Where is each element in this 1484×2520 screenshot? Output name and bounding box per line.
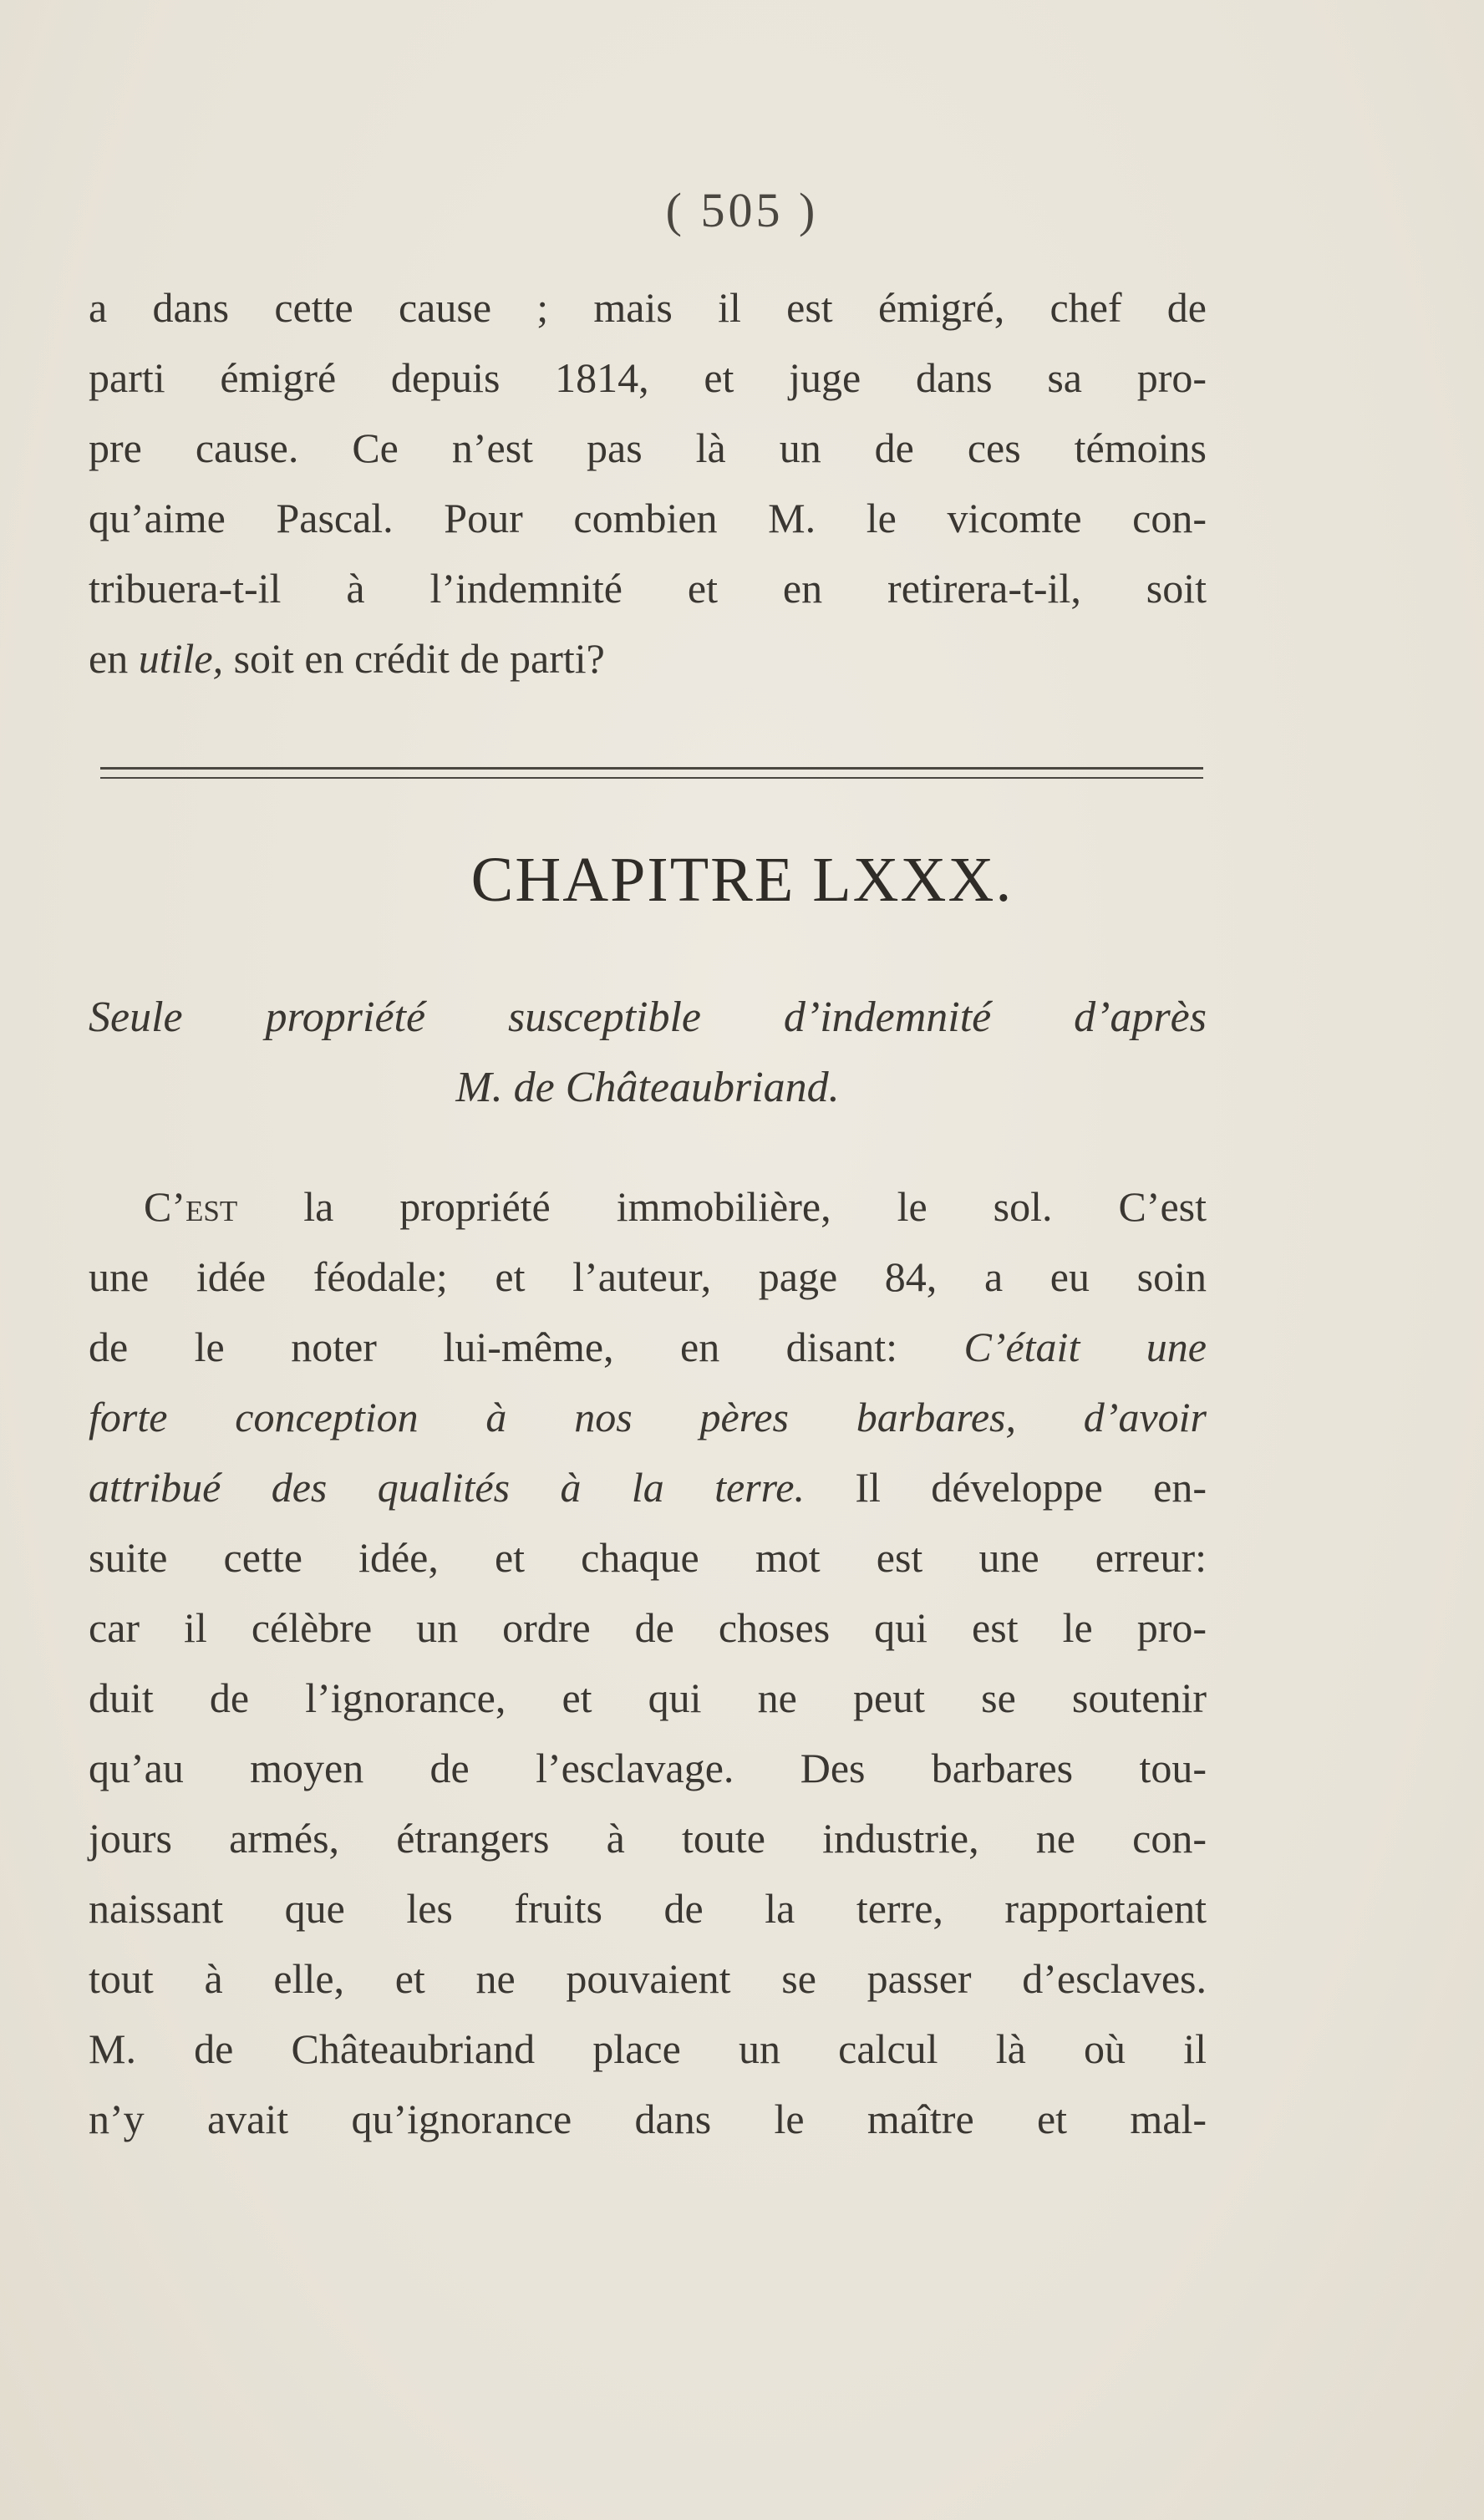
subtitle-line: Seule propriété susceptible d’indemnité d’après <box>89 993 1207 1041</box>
text-line: car il célèbre un ordre de choses qui est le pro- <box>89 1604 1207 1651</box>
text-line: pre cause. Ce n’est pas là un de ces témoins <box>89 424 1207 471</box>
text-line: jours armés, étrangers à toute industrie, ne con- <box>89 1815 1207 1862</box>
text-line: M. de Châteaubriand place un calcul là où il <box>89 2025 1207 2072</box>
text-line <box>89 1452 1207 1522</box>
text-line: qu’aime Pascal. Pour combien M. le vicomte con- <box>89 495 1207 541</box>
paragraph-2 <box>89 1171 1207 2154</box>
chapter-title: CHAPITRE LXXX. <box>470 845 1014 915</box>
paragraph-1 <box>89 272 1207 694</box>
small-caps-fragment: C’est <box>144 1183 238 1230</box>
separator-rule <box>100 777 1203 779</box>
text-line: naissant que les fruits de la terre, rapportaient <box>89 1885 1207 1932</box>
separator-rule <box>100 767 1203 770</box>
text-fragment: de le noter lui-même, en disant: <box>89 1324 964 1370</box>
italic-fragment: C’était une <box>963 1324 1207 1370</box>
text-line <box>89 1171 1207 1242</box>
text-fragment: en <box>89 635 139 682</box>
chapter-subtitle <box>89 983 1207 1053</box>
italic-fragment: attribué des qualités à la terre. <box>89 1464 805 1511</box>
text-line: parti émigré depuis 1814, et juge dans sa pro- <box>89 354 1207 401</box>
text-fragment: soit en crédit de parti? <box>223 635 605 682</box>
text-fragment: Il développe en- <box>804 1464 1207 1511</box>
text-line <box>89 1312 1207 1382</box>
text-fragment: la propriété immobilière, le sol. C’est <box>237 1183 1207 1230</box>
text-line: suite cette idée, et chaque mot est une erreur: <box>89 1534 1207 1581</box>
text-line: qu’au moyen de l’esclavage. Des barbares tou- <box>89 1745 1207 1791</box>
page-number: ( 505 ) <box>665 183 819 237</box>
text-line: tout à elle, et ne pouvaient se passer d’esclaves. <box>89 1955 1207 2002</box>
text-line: duit de l’ignorance, et qui ne peut se soutenir <box>89 1674 1207 1721</box>
text-line: a dans cette cause ; mais il est émigré, chef de <box>89 284 1207 331</box>
text-line: tribuera-t-il à l’indemnité et en retirera-t-il, soit <box>89 565 1207 612</box>
italic-fragment: utile, <box>138 635 224 682</box>
text-line <box>89 623 1207 694</box>
chapter-subtitle: M. de Châteaubriand. <box>455 1064 840 1111</box>
text-line: forte conception à nos pères barbares, d’avoir <box>89 1394 1207 1440</box>
text-line: une idée féodale; et l’auteur, page 84, a eu soin <box>89 1253 1207 1300</box>
text-line: n’y avait qu’ignorance dans le maître et mal- <box>89 2096 1207 2142</box>
